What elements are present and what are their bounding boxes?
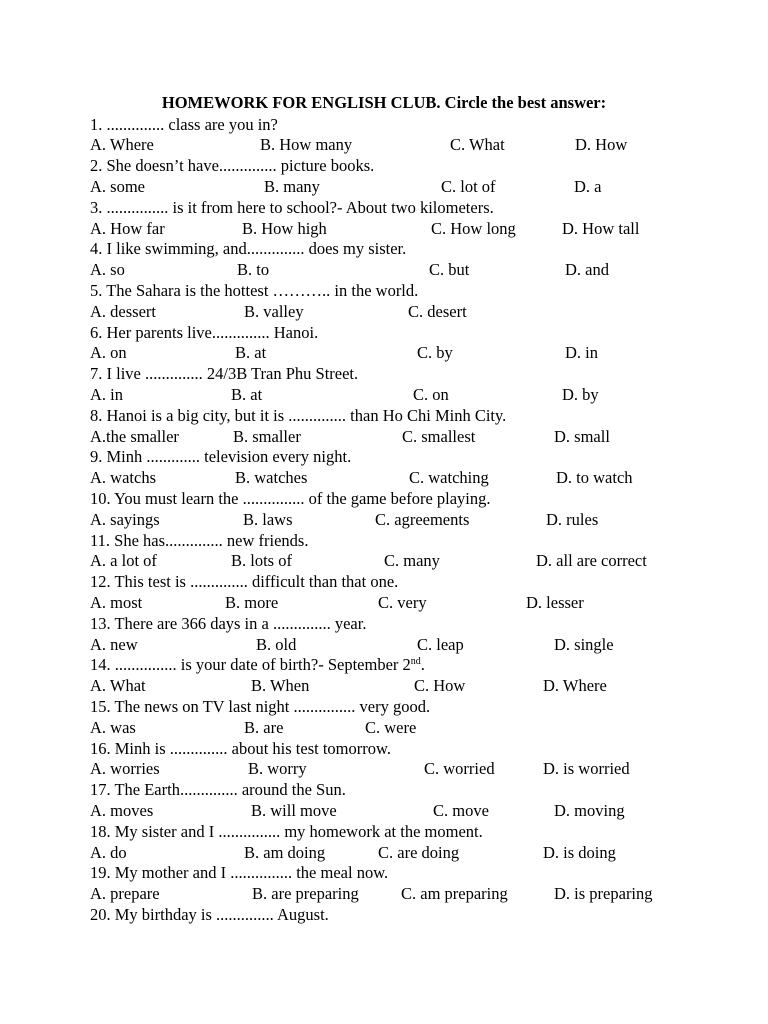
question-3 (90, 198, 494, 219)
answer-option-d[interactable]: D. all are correct (536, 551, 647, 571)
question-5 (90, 281, 418, 302)
question-text: 1. .............. class are you in? (90, 114, 278, 134)
question-14 (90, 655, 425, 676)
answer-option-c[interactable]: C. leap (417, 634, 464, 654)
ordinal-suffix: nd (410, 656, 421, 668)
answer-option-d[interactable]: D. rules (546, 509, 599, 529)
question-text: 6. Her parents live.............. Hanoi. (90, 322, 319, 342)
question-text: 10. You must learn the ............... of the game before playing. (90, 488, 491, 508)
question-7 (90, 364, 358, 385)
answer-option-a[interactable]: A. watchs (90, 468, 156, 488)
answer-option-a[interactable]: A. was (90, 717, 136, 737)
answer-option-d[interactable]: D. lesser (526, 592, 584, 612)
question-text: 19. My mother and I ............... the meal now. (90, 863, 389, 883)
answer-option-d[interactable]: D. is preparing (554, 884, 653, 904)
question-13 (90, 614, 366, 635)
answer-option-a[interactable]: A. sayings (90, 509, 160, 529)
question-text: 3. ............... is it from here to school?- About two kilometers. (90, 197, 494, 217)
question-18 (90, 822, 483, 843)
answer-option-a[interactable]: A. new (90, 634, 138, 654)
question-9 (90, 447, 351, 468)
answer-option-c[interactable]: C. lot of (441, 176, 496, 196)
answer-option-a[interactable]: A. in (90, 384, 123, 404)
answer-option-b[interactable]: B. laws (243, 509, 293, 529)
question-text: 9. Minh ............. television every night. (90, 447, 352, 467)
answer-option-d[interactable]: D. is doing (543, 842, 616, 862)
answer-option-d[interactable]: D. How (575, 135, 628, 155)
answer-option-b[interactable]: B. will move (251, 800, 337, 820)
answer-option-d[interactable]: D. How tall (562, 218, 640, 238)
answer-option-b[interactable]: B. at (235, 343, 267, 363)
answer-option-b[interactable]: B. lots of (231, 551, 292, 571)
answer-option-c[interactable]: C. agreements (375, 509, 470, 529)
answer-option-d[interactable]: D. moving (554, 800, 625, 820)
answer-option-a[interactable]: A. dessert (90, 301, 156, 321)
question-text: 16. Minh is .............. about his test tomorrow. (90, 738, 391, 758)
answer-option-b[interactable]: B. How many (260, 135, 353, 155)
answer-option-a[interactable]: A. most (90, 592, 143, 612)
answer-option-a[interactable]: A. What (90, 676, 146, 696)
question-19 (90, 863, 388, 884)
answer-option-c[interactable]: C. very (378, 592, 427, 612)
answer-option-c[interactable]: C. watching (409, 468, 489, 488)
answer-option-a[interactable]: A. moves (90, 800, 154, 820)
answer-option-b[interactable]: B. worry (248, 759, 307, 779)
answer-option-b[interactable]: B. many (264, 176, 320, 196)
answer-option-a[interactable]: A. prepare (90, 884, 160, 904)
worksheet-title: HOMEWORK FOR ENGLISH CLUB. Circle the best answer: (161, 93, 607, 112)
answer-option-c[interactable]: C. am preparing (401, 884, 508, 904)
answer-option-a[interactable]: A. a lot of (90, 551, 157, 571)
question-17 (90, 780, 346, 801)
answer-option-b[interactable]: B. valley (244, 301, 304, 321)
answer-option-d[interactable]: D. Where (543, 676, 607, 696)
answer-option-b[interactable]: B. old (256, 634, 297, 654)
answer-option-b[interactable]: B. to (237, 260, 270, 280)
answer-option-c[interactable]: C. move (433, 800, 489, 820)
question-text: 13. There are 366 days in a .............. year. (90, 613, 367, 633)
question-text: 11. She has.............. new friends. (90, 530, 309, 550)
answer-option-d[interactable]: D. is worried (543, 759, 630, 779)
question-text: 4. I like swimming, and.............. does my sister. (90, 239, 407, 259)
question-4 (90, 239, 406, 260)
answer-option-a[interactable]: A. on (90, 343, 127, 363)
answer-option-c[interactable]: C. many (384, 551, 440, 571)
question-text-end: . (420, 655, 425, 675)
question-text: 7. I live .............. 24/3B Tran Phu Street. (90, 364, 359, 384)
question-text: 5. The Sahara is the hottest ……….. in the world. (90, 280, 419, 300)
question-text: 2. She doesn’t have.............. picture books. (90, 156, 375, 176)
question-6 (90, 323, 318, 344)
question-16 (90, 739, 391, 760)
answer-option-c[interactable]: C. smallest (402, 426, 476, 446)
answer-option-a[interactable]: A. How far (90, 218, 165, 238)
question-text: 12. This test is .............. difficult than that one. (90, 572, 399, 592)
answer-option-d[interactable]: D. and (565, 260, 609, 280)
answer-option-b[interactable]: B. are preparing (252, 884, 359, 904)
answer-option-a[interactable]: A. worries (90, 759, 160, 779)
question-1 (90, 115, 278, 136)
answer-option-d[interactable]: D. to watch (556, 468, 633, 488)
answer-option-c[interactable]: C. How long (431, 218, 516, 238)
answer-option-c[interactable]: C. on (413, 384, 449, 404)
answer-option-c[interactable]: C. How (414, 676, 466, 696)
answer-option-c[interactable]: C. desert (408, 301, 467, 321)
answer-option-b[interactable]: B. more (225, 592, 279, 612)
answer-option-a[interactable]: A. some (90, 176, 145, 196)
answer-option-b[interactable]: B. watches (235, 468, 308, 488)
answer-option-b[interactable]: B. smaller (233, 426, 301, 446)
answer-option-d[interactable]: D. small (554, 426, 610, 446)
answer-option-b[interactable]: B. at (231, 384, 263, 404)
answer-option-c[interactable]: C. were (365, 717, 417, 737)
answer-option-d[interactable]: D. by (562, 384, 599, 404)
answer-option-b[interactable]: B. are (244, 717, 284, 737)
question-2 (90, 156, 374, 177)
question-10 (90, 489, 491, 510)
question-text: 8. Hanoi is a big city, but it is .............. than Ho Chi Minh City. (90, 405, 507, 425)
answer-option-c[interactable]: C. worried (424, 759, 495, 779)
answer-option-b[interactable]: B. How high (242, 218, 327, 238)
answer-option-c[interactable]: C. but (429, 260, 470, 280)
question-8 (90, 406, 506, 427)
question-text: 14. ............... is your date of birth?- September 2 (90, 655, 411, 675)
question-11 (90, 531, 308, 552)
answer-option-b[interactable]: B. am doing (244, 842, 326, 862)
answer-option-a[interactable]: A. Where (90, 135, 154, 155)
answer-option-a[interactable]: A. so (90, 260, 125, 280)
question-text: 20. My birthday is .............. August. (90, 904, 329, 924)
answer-option-d[interactable]: D. single (554, 634, 614, 654)
question-text: 17. The Earth.............. around the Sun. (90, 780, 346, 800)
answer-option-c[interactable]: C. are doing (378, 842, 460, 862)
question-20 (90, 905, 329, 926)
question-12 (90, 572, 398, 593)
answer-option-b[interactable]: B. When (251, 676, 310, 696)
answer-option-c[interactable]: C. What (450, 135, 505, 155)
answer-option-c[interactable]: C. by (417, 343, 453, 363)
question-15 (90, 697, 430, 718)
answer-option-d[interactable]: D. in (565, 343, 598, 363)
question-text: 18. My sister and I ............... my homework at the moment. (90, 821, 483, 841)
answer-option-d[interactable]: D. a (574, 176, 602, 196)
answer-option-a[interactable]: A.the smaller (90, 426, 179, 446)
answer-option-a[interactable]: A. do (90, 842, 127, 862)
question-text: 15. The news on TV last night ............... very good. (90, 696, 431, 716)
